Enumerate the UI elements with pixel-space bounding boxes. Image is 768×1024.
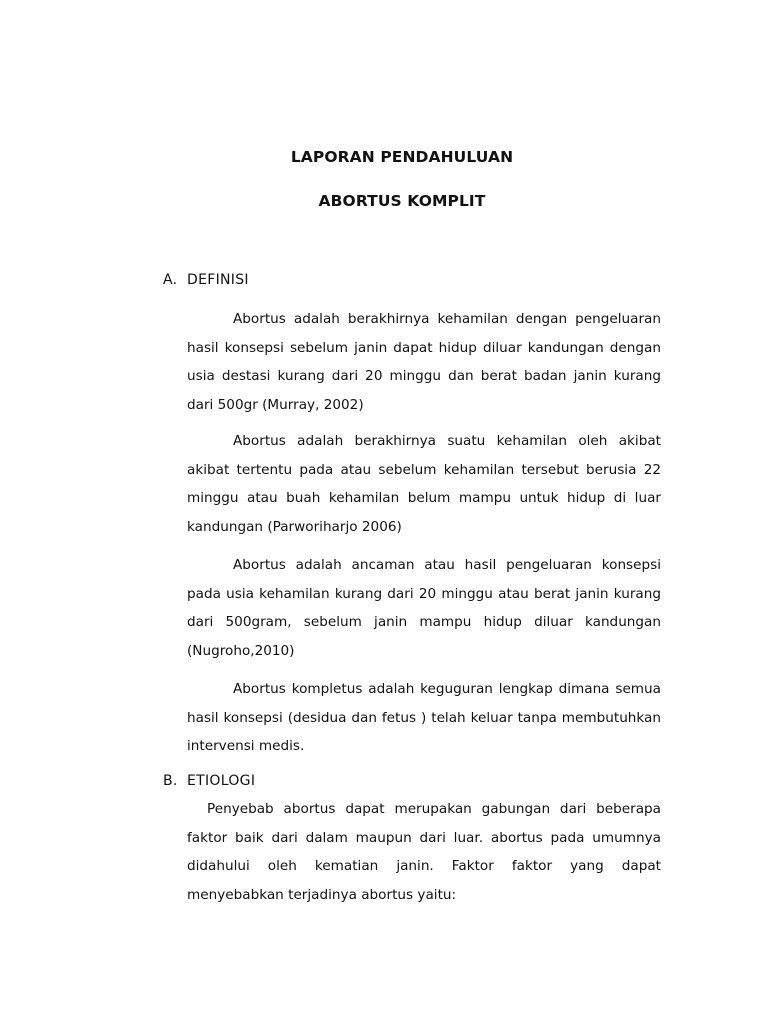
- section-b-letter: B.: [163, 773, 178, 789]
- section-b-title: ETIOLOGI: [187, 773, 256, 789]
- section-a-letter: A.: [163, 272, 178, 288]
- definition-paragraph: Abortus adalah ancaman atau hasil pengeluaran konsepsi pada usia kehamilan kurang dari 20 minggu atau berat janin kurang dari 500gram, sebelum janin mampu hidup diluar kandungan (Nugroho,2010): [187, 557, 661, 659]
- section-a-title: DEFINISI: [187, 272, 249, 288]
- definition-paragraph: Abortus adalah berakhirnya suatu kehamilan oleh akibat akibat tertentu pada atau sebelum kehamilan tersebut berusia 22 minggu atau buah kehamilan belum mampu untuk hidup di luar kandungan (Parworiharjo 2006): [187, 433, 661, 535]
- section-b-heading: [163, 773, 255, 789]
- document-title: LAPORAN PENDAHULUAN: [290, 148, 514, 166]
- etiology-paragraph: Penyebab abortus dapat merupakan gabungan dari beberapa faktor baik dari dalam maupun dari luar. abortus pada umumnya didahului oleh kematian janin. Faktor faktor yang dapat menyebabkan terjadinya abortus yaitu:: [187, 801, 661, 903]
- definition-paragraph: Abortus kompletus adalah keguguran lengkap dimana semua hasil konsepsi (desidua dan fetus ) telah keluar tanpa membutuhkan intervensi medis.: [187, 681, 661, 754]
- definition-paragraph: Abortus adalah berakhirnya kehamilan dengan pengeluaran hasil konsepsi sebelum janin dapat hidup diluar kandungan dengan usia destasi kurang dari 20 minggu dan berat badan janin kurang dari 500gr (Murray, 2002): [187, 311, 661, 413]
- section-a-heading: [163, 272, 249, 288]
- document-subtitle: ABORTUS KOMPLIT: [318, 192, 486, 210]
